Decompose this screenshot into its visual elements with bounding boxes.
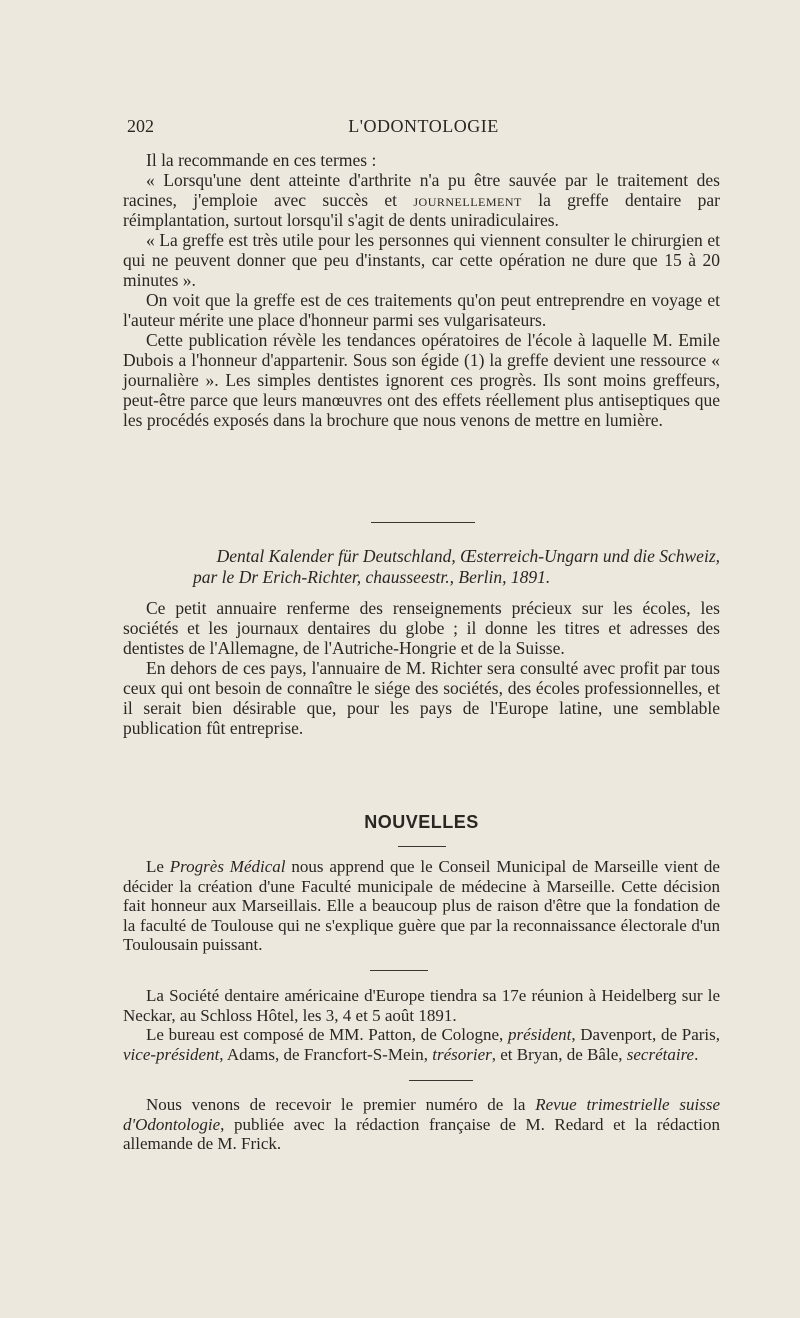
separator-rule bbox=[371, 522, 475, 523]
news-item-marseille: Le Progrès Médical nous apprend que le Conseil Municipal de Marseille vient de décider la création d'une Faculté municipale de médecine à Marseille. Cette décision fait honneur aux Marseillais. Elle a beaucoup plus de raison d'être que la fondation de la faculté de Toulouse qui ne s'explique guère que par la reconnaissance électorale d'un Toulousain puissant. bbox=[123, 857, 720, 954]
page-number: 202 bbox=[127, 116, 154, 136]
running-title: L'ODONTOLOGIE bbox=[348, 116, 499, 136]
heading-rule bbox=[398, 846, 446, 847]
paragraph: Ce petit annuaire renferme des renseignements précieux sur les écoles, les sociétés et les journaux dentaires du globe ; il donne les titres et adresses des dentistes de l'Allemagne, de l'Autriche-Hongrie et de la Suisse. bbox=[123, 598, 720, 658]
news-item-societe bbox=[123, 986, 720, 1064]
journal-title: Progrès Médical bbox=[169, 857, 286, 876]
paragraph: Il la recommande en ces termes : bbox=[146, 150, 377, 170]
paragraph: Cette publication révèle les tendances opératoires de l'école à laquelle M. Emile Dubois a l'honneur d'appartenir. Sous son égide (1) la greffe devient une ressource « journalière ». Les simples dentistes ignorent ces progrès. Ils sont moins greffeurs, peut-être parce que leurs manœuvres ont des effets réellement plus antiseptiques que les procédés exposés dans la brochure que nous venons de mettre en lumière. bbox=[123, 330, 720, 430]
paragraph: Le bureau est composé de MM. Patton, de Cologne, président, Davenport, de Paris, vice-président, Adams, de Francfort-S-Mein, trésorier, et Bryan, de Bâle, secrétaire. bbox=[123, 1025, 720, 1064]
paragraph: « Lorsqu'une dent atteinte d'arthrite n'a pu être sauvée par le traitement des racines, j'emploie avec succès et journellement la greffe dentaire par réimplantation, surtout lorsqu'il s'agit de dents uniradiculaires. bbox=[123, 170, 721, 230]
news-item-revue: Nous venons de recevoir le premier numéro de la Revue trimestrielle suisse d'Odontologie, publiée avec la rédaction française de M. Redard et la rédaction allemande de M. Frick. bbox=[123, 1095, 720, 1153]
reference-title: Dental Kalender für Deutschland, Œsterreich-Ungarn und die Schweiz, bbox=[216, 546, 720, 566]
section-heading: NOUVELLES bbox=[364, 812, 479, 832]
separator-rule bbox=[409, 1080, 473, 1081]
paragraph: « La greffe est très utile pour les personnes qui viennent consulter le chirurgien et qui ne peuvent donner que peu d'instants, car cette opération ne dure que 15 à 20 minutes ». bbox=[123, 230, 720, 290]
section-annuaire bbox=[123, 598, 720, 738]
smallcaps-word: journellement bbox=[413, 190, 522, 210]
section-greffe bbox=[123, 150, 720, 430]
paragraph: On voit que la greffe est de ces traitements qu'on peut entreprendre en voyage et l'auteur mérite une place d'honneur parmi ses vulgarisateurs. bbox=[123, 290, 720, 330]
journal-title: Revue trimestrielle suisse d'Odontologie bbox=[123, 1095, 720, 1134]
paragraph: La Société dentaire américaine d'Europe tiendra sa 17e réunion à Heidelberg sur le Neckar, au Schloss Hôtel, les 3, 4 et 5 août 1891. bbox=[123, 986, 720, 1025]
separator-rule bbox=[370, 970, 428, 971]
reference-author: par le Dr Erich-Richter, chausseestr., Berlin, 1891. bbox=[193, 567, 551, 587]
bibliographic-reference bbox=[123, 546, 720, 588]
page-header bbox=[127, 116, 720, 140]
paragraph: En dehors de ces pays, l'annuaire de M. Richter sera consulté avec profit par tous ceux qui ont besoin de connaître le siége des sociétés, des écoles professionnelles, et il serait bien désirable que, pour les pays de l'Europe latine, une semblable publication fût entreprise. bbox=[123, 658, 720, 738]
